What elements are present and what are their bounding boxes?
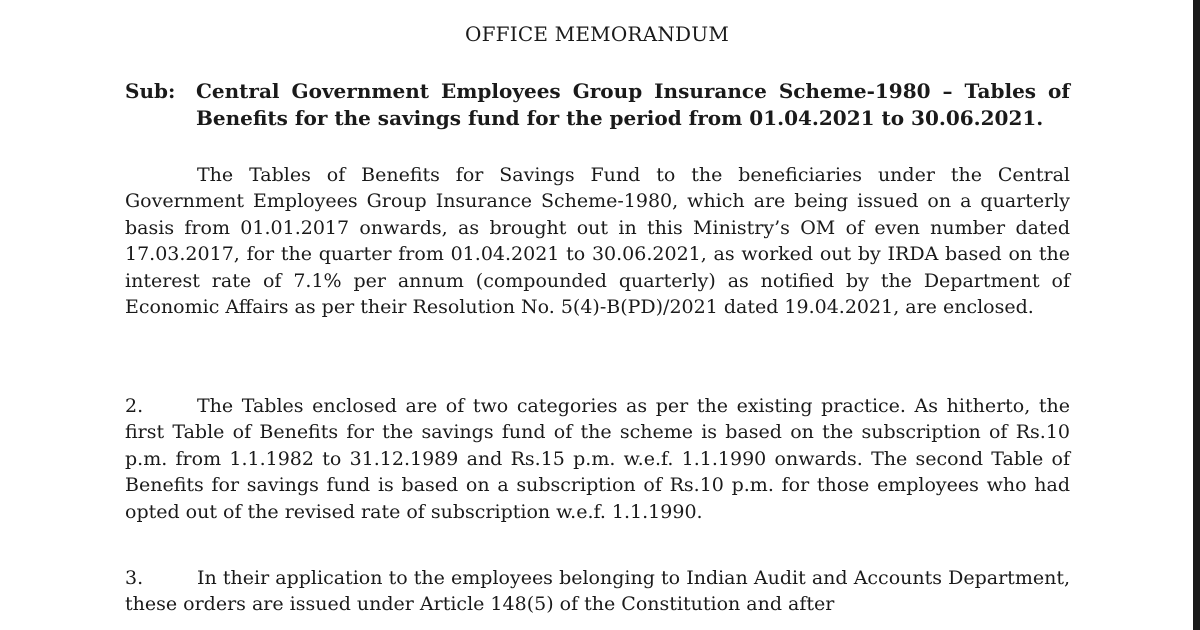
paragraph-2 — [125, 393, 1070, 525]
document-title: OFFICE MEMORANDUM — [464, 22, 730, 46]
subject-block — [125, 78, 1070, 132]
paragraph-1 — [125, 162, 1070, 320]
paragraph-3 — [125, 565, 1070, 618]
paragraph-number: 2. — [125, 395, 144, 417]
page-edge-border — [1193, 0, 1200, 630]
paragraph-text: The Tables enclosed are of two categories as per the existing practice. As hitherto, the first Table of Benefits for the savings fund of the scheme is based on the subscription of Rs.10 p.m. from 1.1.1982 to 31.12.1989 and Rs.15 p.m. w.e.f. 1.1.1990 onwards. The second Table of Benefits for savings fund is based on a subscription of Rs.10 p.m. for those employees who had opted out of the revised rate of subscription w.e.f. 1.1.1990. — [125, 395, 1070, 523]
subject-label: Sub: — [125, 79, 176, 103]
paragraph-text: In their application to the employees belonging to Indian Audit and Accounts Department, these orders are issued under Article 148(5) of the Constitution and after — [125, 567, 1070, 616]
subject-text: Central Government Employees Group Insurance Scheme-1980 – Tables of Benefits for the savings fund for the period from 01.04.2021 to 30.06.2021. — [196, 79, 1070, 130]
paragraph-text: The Tables of Benefits for Savings Fund to the beneficiaries under the Central Government Employees Group Insurance Scheme-1980, which are being issued on a quarterly basis from 01.01.2017 onwards, as brought out in this Ministry’s OM of even number dated 17.03.2017, for the quarter from 01.04.2021 to 30.06.2021, as worked out by IRDA based on the interest rate of 7.1% per annum (compounded quarterly) as notified by the Department of Economic Affairs as per their Resolution No. 5(4)-B(PD)/2021 dated 19.04.2021, are enclosed. — [125, 164, 1070, 319]
paragraph-number: 3. — [125, 567, 144, 589]
